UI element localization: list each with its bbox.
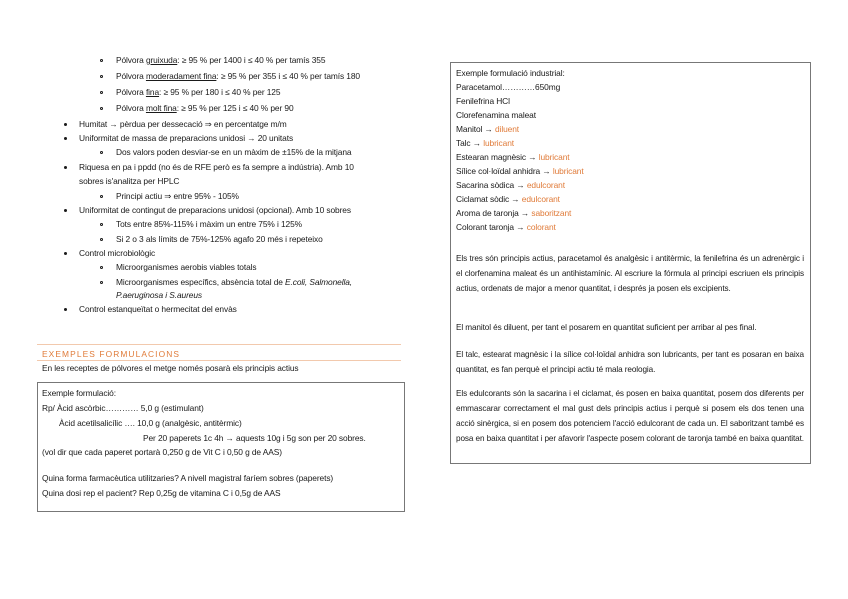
list-item	[116, 87, 280, 97]
micro-item: Control microbiològic	[79, 248, 156, 258]
micro-sub2-species-cont: P.aeruginosa i S.aureus	[116, 290, 203, 300]
riquesa-item-line1: Riquesa en pa i ppdd (no és de RFE però es fa sempre a indústria). Amb 10	[79, 162, 354, 172]
circle-bullet-icon	[100, 59, 103, 62]
powder-term: moderadament fina	[145, 71, 217, 81]
contingut-sub1: Tots entre 85%-115% i màxim un entre 75% i 125%	[116, 219, 303, 229]
micro-sub1: Microorganismes aerobis viables totals	[116, 262, 257, 272]
ingredient-item: Paracetamol…………650mg	[456, 82, 561, 92]
powder-label: Pólvora	[116, 103, 146, 113]
circle-bullet-icon	[100, 223, 103, 226]
circle-bullet-icon	[100, 281, 103, 284]
ingredient-role: lubricant	[552, 166, 584, 176]
ingredient-item: Fenilefrina HCl	[456, 96, 510, 106]
industrial-paragraph-2: El manitol és diluent, per tant el posarem en quantitat suficient per arribar al pes final.	[456, 323, 757, 332]
formula-line-2: Àcid acetilsalicílic …. 10,0 g (analgèsic, antitèrmic)	[59, 418, 242, 428]
ingredient-item	[456, 208, 571, 218]
powder-spec: : ≥ 95 % per 125 i ≤ 40 % per 90	[176, 103, 294, 113]
list-item	[116, 103, 294, 113]
ingredient-name: Estearan magnèsic →	[456, 152, 539, 162]
ingredient-role: lubricant	[538, 152, 570, 162]
ingredient-role: edulcorant	[521, 194, 560, 204]
formula-line-1: Rp/ Àcid ascòrbic………… 5,0 g (estimulant)	[42, 403, 204, 413]
micro-sub2-species: E.coli, Salmonella,	[285, 277, 353, 287]
list-item	[116, 55, 325, 65]
section-intro: En les receptes de pólvores el metge només posarà els principis actius	[42, 363, 299, 373]
powder-label: Pólvora	[116, 87, 146, 97]
powder-spec: : ≥ 95 % per 180 i ≤ 40 % per 125	[159, 87, 281, 97]
ingredient-item	[456, 152, 570, 162]
ingredient-item	[456, 222, 556, 232]
riquesa-sub: Principi actiu ⇒ entre 95% - 105%	[116, 191, 239, 201]
circle-bullet-icon	[100, 266, 103, 269]
powder-spec: : ≥ 95 % per 355 i ≤ 40 % per tamís 180	[216, 71, 360, 81]
circle-bullet-icon	[100, 107, 103, 110]
estanqueitat-item: Control estanqueïtat o hermecitat del envàs	[79, 304, 237, 314]
uniformitat-massa-sub: Dos valors poden desviar-se en un màxim de ±15% de la mitjana	[116, 147, 352, 157]
bullet-icon	[64, 308, 67, 311]
ingredient-role: edulcorant	[526, 180, 565, 190]
industrial-paragraph-3: El talc, estearat magnèsic i la sílice col·loïdal anhidra son lubricants, per tant es posaran en baixa quantitat, es fan perquè el principi actiu té mala reologia.	[456, 350, 804, 374]
ingredient-item	[456, 124, 519, 134]
ingredient-name: Aroma de taronja →	[456, 208, 532, 218]
micro-sub2-text: Microorganismes específics, absència total de	[116, 277, 286, 287]
micro-sub2	[116, 277, 352, 287]
ingredient-item	[456, 194, 560, 204]
ingredient-name: Colorant taronja →	[456, 222, 527, 232]
industrial-paragraph-1: Els tres són principis actius, paracetamol és analgèsic i antitèrmic, la fenilefrina és un adrenèrgic i el clorfenamina maleat és un antihistamínic. Al escriure la fórmula al principi escriuen els principis actius, ordenats de major a menor quantitat, i després ja posen els excipients.	[456, 254, 804, 293]
circle-bullet-icon	[100, 91, 103, 94]
list-item	[116, 71, 360, 81]
circle-bullet-icon	[100, 195, 103, 198]
ingredient-item	[456, 138, 514, 148]
ingredient-role: colorant	[526, 222, 556, 232]
section-heading: EXEMPLES FORMULACIONS	[42, 349, 181, 359]
ingredient-name: Ciclamat sòdic →	[456, 194, 522, 204]
humitat-item: Humitat → pèrdua per dessecació ⇒ en percentatge m/m	[79, 119, 287, 129]
bullet-icon	[64, 166, 67, 169]
ingredient-role: diluent	[495, 124, 520, 134]
heading-rule-top	[37, 344, 401, 345]
powder-label: Pólvora	[116, 71, 146, 81]
formula-question-1: Quina forma farmacèutica utilitzaries? A nivell magistral faríem sobres (paperets)	[42, 473, 334, 483]
powder-term: gruixuda	[145, 55, 178, 65]
formula-question-2: Quina dosi rep el pacient? Rep 0,25g de vitamina C i 0,5g de AAS	[42, 488, 281, 498]
heading-rule-bottom	[37, 360, 401, 361]
bullet-icon	[64, 252, 67, 255]
ingredient-item	[456, 180, 565, 190]
riquesa-item-line2: sobres is'analitza per HPLC	[79, 176, 180, 186]
circle-bullet-icon	[100, 238, 103, 241]
formula-line-3: Per 20 paperets 1c 4h → aquests 10g i 5g son per 20 sobres.	[143, 433, 366, 443]
powder-term: molt fina	[145, 103, 177, 113]
powder-label: Pólvora	[116, 55, 146, 65]
uniformitat-massa-item: Uniformitat de massa de preparacions unidosi → 20 unitats	[79, 133, 294, 143]
formula-title: Exemple formulació:	[42, 388, 116, 398]
circle-bullet-icon	[100, 151, 103, 154]
ingredient-name: Manitol →	[456, 124, 496, 134]
contingut-item: Uniformitat de contingut de preparacions unidosi (opcional). Amb 10 sobres	[79, 205, 351, 215]
ingredient-role: saboritzant	[531, 208, 572, 218]
circle-bullet-icon	[100, 75, 103, 78]
bullet-icon	[64, 209, 67, 212]
industrial-paragraph-4: Els edulcorants són la sacarina i el ciclamat, és posen en baixa quantitat, posem dos diferents per emmascarar correctament el mal gust dels principis actius i perquè si posem els dos tenen una acció sinèrgica, si en posem dos potenciem l'acció edulcorant de cada un. El saboritzant també es posa en baixa quantitat i per afavorir l'aspecte posem colorant de taronja també en baixa quantitat.	[456, 389, 804, 443]
powder-term: fina	[145, 87, 160, 97]
ingredient-name: Sacarina sòdica →	[456, 180, 527, 190]
contingut-sub2: Si 2 o 3 als límits de 75%-125% agafo 20 més i repeteixo	[116, 234, 323, 244]
ingredient-item	[456, 166, 584, 176]
ingredient-name: Sílice col·loïdal anhidra →	[456, 166, 553, 176]
formula-line-4: (vol dir que cada paperet portarà 0,250 g de Vit C i 0,50 g de AAS)	[42, 447, 282, 457]
ingredient-role: lubricant	[483, 138, 514, 148]
bullet-icon	[64, 137, 67, 140]
powder-spec: : ≥ 95 % per 1400 i ≤ 40 % per tamís 355	[177, 55, 326, 65]
ingredient-name: Talc →	[456, 138, 484, 148]
industrial-title: Exemple formulació industrial:	[456, 68, 565, 78]
ingredient-item: Clorefenamina maleat	[456, 110, 536, 120]
bullet-icon	[64, 123, 67, 126]
